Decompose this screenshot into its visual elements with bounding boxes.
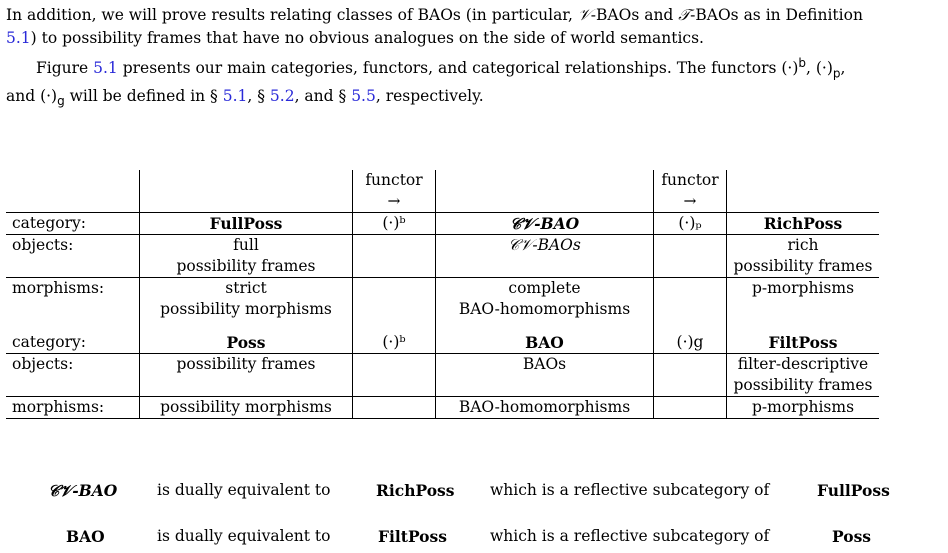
sup-b: b — [798, 56, 807, 70]
relation-line — [0, 527, 948, 549]
table-row — [6, 375, 879, 397]
cell: 𝒞𝒱-BAO — [436, 213, 654, 235]
table-row — [6, 320, 879, 354]
relation-text: is dually equivalent to — [157, 481, 331, 499]
functor-label: functor — [353, 170, 436, 191]
row-label: morphisms: — [6, 397, 140, 419]
text: , § — [247, 87, 270, 106]
row-label: objects: — [12, 355, 74, 373]
text: and (·) — [6, 87, 58, 106]
category-table — [6, 170, 879, 419]
table-row — [6, 397, 879, 419]
table-row — [6, 235, 879, 257]
cell: FiltPoss — [727, 320, 880, 354]
arrow-row — [6, 191, 879, 213]
cell: 𝒞𝒱-BAOs — [436, 235, 654, 257]
cell: possibility morphisms — [140, 299, 353, 320]
cell: p-morphisms — [727, 278, 880, 300]
text: -BAOs as in Definition — [690, 6, 863, 24]
cell: BAO — [436, 320, 654, 354]
text: , and § — [294, 87, 352, 106]
table-row — [6, 256, 879, 278]
text: In addition, we will prove results relating classes of BAOs (in particular, — [6, 6, 578, 24]
sub-g: g — [57, 94, 65, 109]
cell: RichPoss — [727, 213, 880, 235]
row-label: category: — [6, 320, 140, 354]
cell: possibility frames — [727, 375, 880, 397]
t-symbol: 𝒯 — [678, 6, 691, 24]
text: Figure — [36, 59, 94, 78]
row-label: morphisms: — [12, 279, 105, 297]
definition-link[interactable]: 5.1 — [6, 29, 31, 47]
cell: p-morphisms — [727, 397, 880, 419]
sub-p: p — [832, 66, 841, 81]
relation-line — [0, 481, 948, 503]
cell: filter-descriptive — [727, 354, 880, 376]
functor-label: functor — [654, 170, 727, 191]
relation-category: 𝒞𝒱-BAO — [48, 481, 118, 500]
cell: possibility frames — [140, 256, 353, 278]
cell: (·)ᵇ — [353, 213, 436, 235]
relation-category: FiltPoss — [378, 527, 447, 546]
row-label: category: — [6, 213, 140, 235]
table-row — [6, 354, 879, 376]
cell: Poss — [140, 320, 353, 354]
cell: BAO-homomorphisms — [436, 397, 654, 419]
table-row — [6, 299, 879, 320]
row-label: objects: — [12, 236, 74, 254]
text: will be defined in § — [64, 87, 223, 106]
relation-text: which is a reflective subcategory of — [490, 481, 770, 499]
relation-text: is dually equivalent to — [157, 527, 331, 545]
relation-category: RichPoss — [376, 481, 455, 500]
cell: BAOs — [436, 354, 654, 376]
cell: complete — [436, 278, 654, 300]
functor-header-row — [6, 170, 879, 191]
text: , respectively. — [375, 87, 484, 106]
cell: (·)ᵇ — [353, 320, 436, 354]
table-row — [6, 213, 879, 235]
cell: rich — [727, 235, 880, 257]
cell: FullPoss — [140, 213, 353, 235]
relation-category: BAO — [66, 527, 105, 546]
cell: BAO-homomorphisms — [436, 299, 654, 320]
relation-category: Poss — [832, 527, 872, 546]
arrow: → — [654, 191, 727, 213]
v-symbol: 𝒱 — [577, 6, 591, 24]
section-link[interactable]: 5.1 — [222, 87, 248, 106]
text: -BAOs and — [590, 6, 679, 24]
relation-category: FullPoss — [817, 481, 890, 500]
cell: strict — [140, 278, 353, 300]
cell: full — [140, 235, 353, 257]
text: ) to possibility frames that have no obvious analogues on the side of world semantics. — [30, 29, 704, 47]
text: presents our main categories, functors, and categorical relationships. The functors (·) — [117, 59, 799, 78]
section-link[interactable]: 5.2 — [269, 87, 295, 106]
text: , (·) — [806, 59, 833, 78]
table-row — [6, 278, 879, 300]
cell: possibility frames — [727, 256, 880, 278]
arrow: → — [353, 191, 436, 213]
figure-link[interactable]: 5.1 — [93, 59, 118, 78]
figure-paragraph — [6, 52, 942, 113]
relation-text: which is a reflective subcategory of — [490, 527, 770, 545]
section-link[interactable]: 5.5 — [351, 87, 376, 106]
cell: possibility morphisms — [140, 397, 353, 419]
cell: (·)g — [654, 320, 727, 354]
intro-paragraph — [6, 4, 942, 50]
cell: possibility frames — [140, 354, 353, 376]
text: , — [840, 59, 846, 78]
cell: (·)ₚ — [654, 213, 727, 235]
